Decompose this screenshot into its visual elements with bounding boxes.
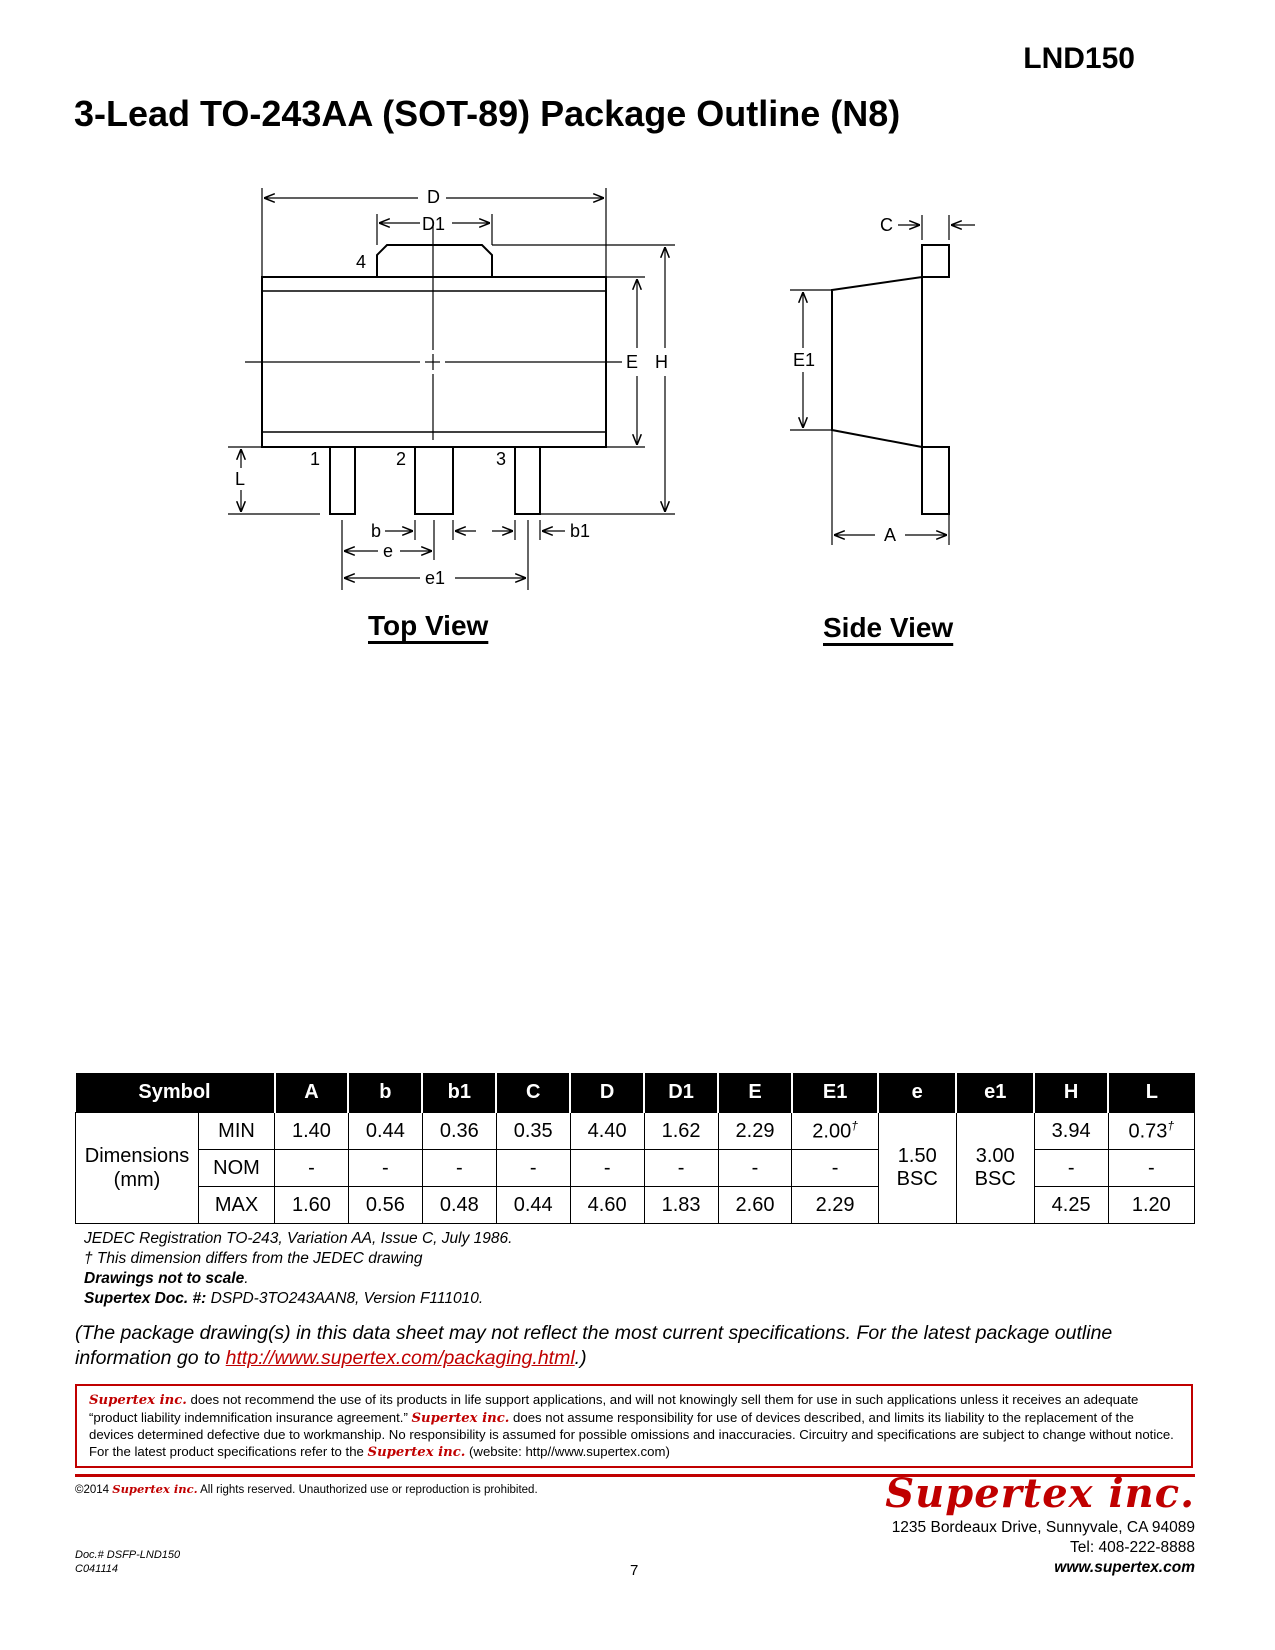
brand-name: Supertex inc. [112,1482,198,1496]
brand-name: Supertex inc. [89,1393,187,1408]
part-number: LND150 [1023,42,1135,75]
packaging-note [75,1321,1205,1371]
dim-label-E1: E1 [793,350,816,370]
note-scale: Drawings not to scale. [84,1270,249,1287]
cell-value: 1.50 [897,1145,937,1167]
cell: 3.94 [1034,1113,1108,1150]
pin-4-tab [377,245,492,277]
cell: 0.44 [496,1187,570,1224]
dim-label-e: e [383,541,394,561]
cell: 0.35 [496,1113,570,1150]
cell: 4.25 [1034,1187,1108,1224]
cell: 0.56 [348,1187,422,1224]
cell: 1.83 [644,1187,718,1224]
copyright-suffix: All rights reserved. Unauthorized use or reproduction is prohibited. [197,1484,538,1496]
cell: - [1108,1150,1194,1187]
dim-label-D1: D1 [422,214,446,234]
brand-name: Supertex inc. [411,1410,510,1426]
copyright-prefix: ©2014 [75,1484,113,1496]
lead-3 [515,447,540,514]
table-notes [84,1229,512,1309]
dim-label-A: A [884,525,897,545]
cell: - [792,1150,878,1187]
row-label: NOM [199,1150,275,1187]
col-header: C [496,1073,570,1113]
cell: - [718,1150,792,1187]
dim-label-L: L [235,469,246,489]
dim-label-H: H [655,352,668,372]
cell: - [275,1150,349,1187]
dim-label-b1: b1 [570,521,591,541]
symbol-header: Symbol [76,1073,275,1113]
row-label: MIN [199,1113,275,1150]
dimensions-label-line2: (mm) [113,1169,161,1191]
cell [792,1113,878,1150]
cell: - [570,1150,644,1187]
side-view-label: Side View [823,612,954,643]
cell-value: 0.73 [1128,1120,1168,1143]
table-header-row [76,1073,1195,1113]
note-doc [84,1289,512,1309]
lead-1 [330,447,355,514]
pin-label-1: 1 [310,449,321,469]
cell: 0.44 [348,1113,422,1150]
row-label: MAX [199,1187,275,1224]
dimensions-label [76,1113,199,1224]
dim-label-E: E [626,352,639,372]
cell: - [496,1150,570,1187]
cell-e1 [956,1113,1034,1224]
note-scale-text: Drawings not to scale [84,1270,245,1287]
col-header: D [570,1073,644,1113]
note-jedec: JEDEC Registration TO-243, Variation AA, Issue C, July 1986. [84,1230,513,1247]
cell-value: 3.00 [975,1145,1015,1167]
supertex-logo: Supertex inc. [885,1470,1195,1517]
dim-label-b: b [371,521,382,541]
package-outline-drawing [0,0,1275,680]
dim-label-C: C [880,215,893,235]
note-doc-value: DSPD-3TO243AAN8, Version F111010. [206,1290,484,1307]
cell-value: BSC [974,1168,1016,1190]
cell-e [878,1113,956,1224]
packaging-note-text: (The package drawing(s) in this data sheet may not reflect the most current specifications. For the latest package outline information go to [75,1322,1113,1369]
cell: 1.40 [275,1113,349,1150]
cell: - [1034,1150,1108,1187]
col-header: L [1108,1073,1194,1113]
col-header: A [275,1073,349,1113]
col-header: b1 [422,1073,496,1113]
dagger-mark: † [851,1118,858,1133]
col-header: D1 [644,1073,718,1113]
cell: 1.60 [275,1187,349,1224]
page-number: 7 [630,1562,639,1579]
street-address: 1235 Bordeaux Drive, Sunnyvale, CA 94089 [891,1519,1195,1536]
pin-label-2: 2 [396,449,407,469]
note-doc-label: Supertex Doc. #: [84,1290,207,1307]
dim-label-e1: e1 [425,568,446,588]
cell: - [644,1150,718,1187]
cell: 4.40 [570,1113,644,1150]
cell: 2.60 [718,1187,792,1224]
note-dagger: † This dimension differs from the JEDEC drawing [84,1250,423,1267]
cell: 4.60 [570,1187,644,1224]
brand-name: Supertex inc. [367,1444,466,1460]
packaging-link[interactable]: http://www.supertex.com/packaging.html [225,1347,575,1369]
table-row-min [76,1113,1195,1150]
disclaimer-box [75,1384,1193,1468]
disclaimer-text: (website: http//www.supertex.com) [465,1443,670,1459]
doc-number: Doc.# DSFP-LND150 [75,1549,181,1561]
packaging-note-end: .) [574,1347,587,1369]
cell: - [348,1150,422,1187]
col-header: H [1034,1073,1108,1113]
dagger-mark: † [1167,1118,1175,1133]
disclaimer-text: does not recommend the use of its products in life support applications, and will not knowingly sell them for use in such applications unless it receives an adequate “product liability indemnification insurance agreement.” [89,1392,1139,1425]
doc-id [75,1548,180,1576]
pin-label-4: 4 [356,252,367,272]
cell-value: 2.00 [812,1120,852,1143]
dimensions-table [75,1073,1195,1224]
dimensions-label-line1: Dimensions [84,1145,190,1167]
cell: 2.29 [718,1113,792,1150]
col-header: E [718,1073,792,1113]
copyright [75,1482,538,1496]
lead-2 [415,447,453,514]
telephone: Tel: 408-222-8888 [1070,1539,1195,1556]
company-address [892,1518,1195,1578]
dim-label-D: D [427,187,440,207]
side-view-profile [832,245,949,514]
col-header: E1 [792,1073,878,1113]
doc-code: C041114 [75,1563,119,1575]
cell-value: BSC [896,1168,938,1190]
cell: - [422,1150,496,1187]
cell: 1.20 [1108,1187,1194,1224]
cell [1108,1113,1194,1150]
disclaimer-text: does not assume responsibility for use of devices described, and limits its liability to the replacement of the devices determined defective due to workmanship. No responsibility is assumed for possible omissions and inaccuracies. Circuitry and specifications are subject to change without notice. For the latest product specifications refer to the [89,1409,1174,1459]
page-title: 3-Lead TO-243AA (SOT-89) Package Outline (N8) [74,93,901,134]
col-header: b [348,1073,422,1113]
cell: 1.62 [644,1113,718,1150]
website-link[interactable]: www.supertex.com [1054,1559,1195,1576]
cell: 2.29 [792,1187,878,1224]
cell: 0.36 [422,1113,496,1150]
col-header: e1 [956,1073,1034,1113]
pin-label-3: 3 [496,449,507,469]
top-view-label: Top View [368,610,489,641]
col-header: e [878,1073,956,1113]
cell: 0.48 [422,1187,496,1224]
